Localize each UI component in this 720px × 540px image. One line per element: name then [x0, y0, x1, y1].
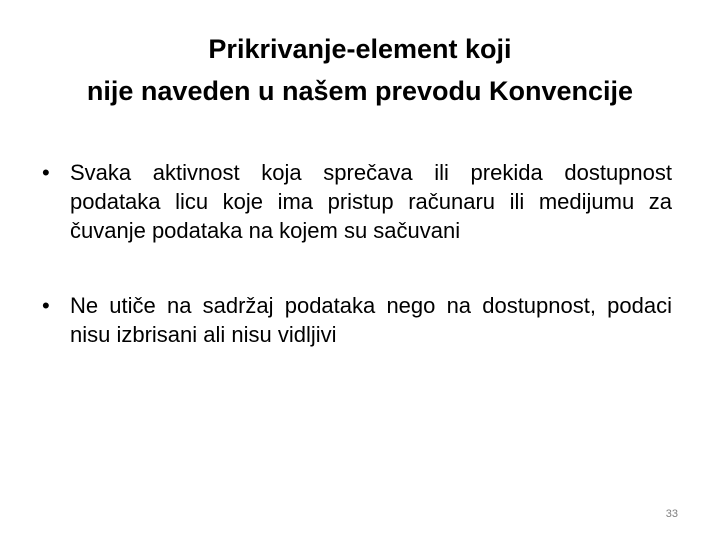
bullet-item-1 — [36, 158, 672, 245]
title-line-1: Prikrivanje-element koji — [208, 34, 512, 64]
bullet-item-2 — [36, 291, 672, 349]
bullet-text: Svaka aktivnost koja sprečava ili prekida dostupnost podataka licu koje ima pristup računaru ili medijumu za čuvanje podataka na kojem su sačuvani — [70, 160, 672, 243]
bullet-list — [36, 158, 672, 349]
bullet-text: Ne utiče na sadržaj podataka nego na dostupnost, podaci nisu izbrisani ali nisu vidljivi — [70, 293, 672, 347]
title-line-2: nije naveden u našem prevodu Konvencije — [86, 76, 634, 106]
slide-title — [36, 28, 684, 112]
page-number: 33 — [665, 508, 678, 520]
bullet-marker: • — [42, 160, 50, 185]
bullet-marker: • — [42, 293, 50, 318]
